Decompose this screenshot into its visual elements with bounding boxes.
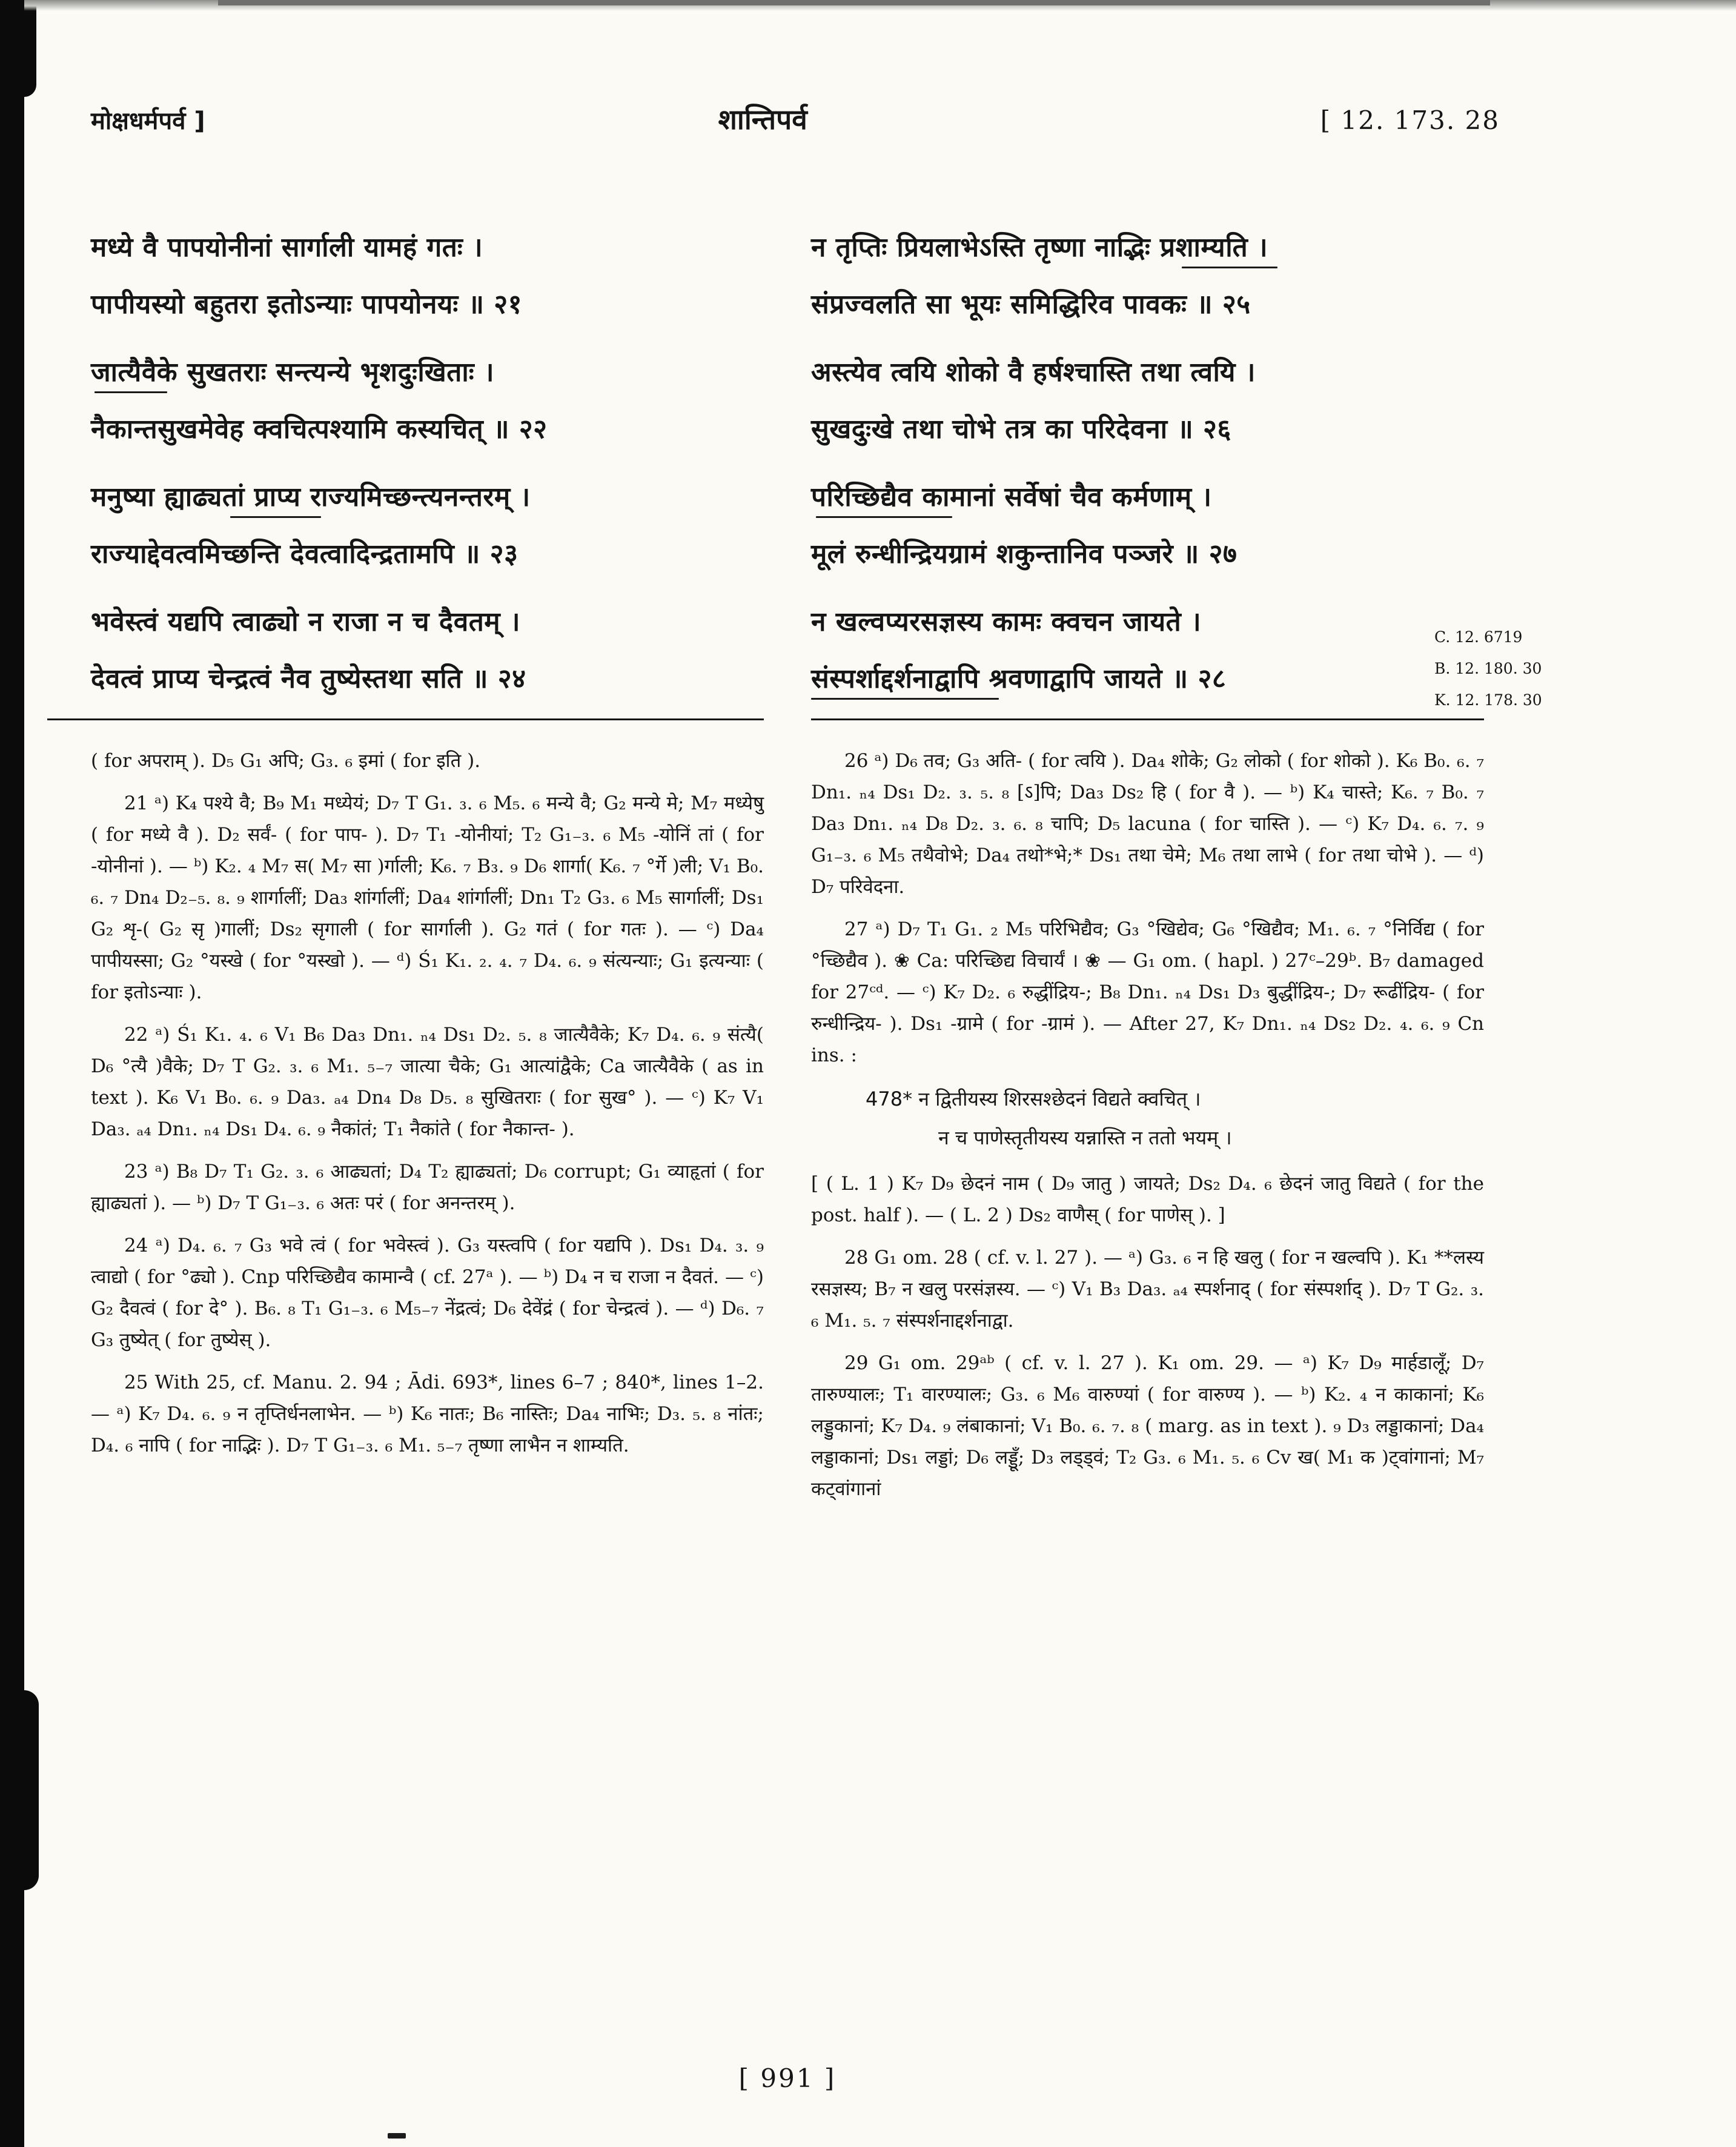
- inserted-verse-478-line2: न च पाणेस्तृतीयस्य यन्नास्ति न ततो भयम् ।: [938, 1126, 1232, 1149]
- divider-rule-right: [811, 718, 1484, 720]
- margin-ref-line: K. 12. 178. 30: [1434, 691, 1542, 709]
- apparatus-entry-26: 26 ᵃ) D₆ तव; G₃ अति- ( for त्वयि ). Da₄ शोके; G₂ लोको ( for शोको ). K₆ B₀. ₆. ₇ Dn₁. ₙ₄ Ds₁ D₂. ₃. ₅. ₈ [ऽ]पि; Da₃ Ds₂ हि ( for वै ). — ᵇ) K₄ चास्ते; K₆. ₇ B₀. ₇ Da₃ Dn₁. ₙ₄ D₈ D₂. ₃. ₆. ₈ चापि; D₅ lacuna ( for चास्ति ). — ᶜ) K₇ D₄. ₆. ₇. ₉ G₁₋₃. ₆ M₅ तथैवोभे; Da₄ तथो*भे;* Ds₁ तथा चेमे; M₆ तथा लाभे ( for तथा चोभे ). — ᵈ) D₇ परिवेदना.: [811, 750, 1484, 898]
- verse-line: न खल्वप्यरसज्ञस्य कामः क्वचन जायते ।: [811, 606, 1202, 637]
- verse-line: संस्पर्शाद्दर्शनाद्वापि श्रवणाद्वापि जायते ॥ २८: [811, 663, 1227, 694]
- header-parvan-left: मोक्षधर्मपर्व ]: [91, 107, 205, 135]
- verse-line: पापीयस्यो बहुतरा इतोऽन्याः पापयोनयः ॥ २१: [91, 289, 523, 320]
- underline-mark: [230, 516, 321, 518]
- inserted-verse-478-line1: 478* न द्वितीयस्य शिरसश्छेदनं विद्यते क्वचित् ।: [866, 1087, 1201, 1110]
- verse-line: मनुष्या ह्याढ्यतां प्राप्य राज्यमिच्छन्त्यनन्तरम् ।: [91, 482, 531, 513]
- apparatus-entry-21: 21 ᵃ) K₄ पश्ये वै; B₉ M₁ मध्येयं; D₇ T G₁. ₃. ₆ M₅. ₆ मन्ये वै; G₂ मन्ये मे; M₇ मध्येषु ( for मध्ये वै ). D₂ सर्वं- ( for पाप- ). D₇ T₁ -योनीयां; T₂ G₁₋₃. ₆ M₅ -योनिं तां ( for -योनीनां ). — ᵇ) K₂. ₄ M₇ स( M₇ सा )र्गाली; K₆. ₇ B₃. ₉ D₆ शार्गा( K₆. ₇ °र्गे )ली; V₁ B₀. ₆. ₇ Dn₄ D₂₋₅. ₈. ₉ शार्गालीं; Da₃ शांर्गालीं; Da₄ शांर्गालीं; Dn₁ T₂ G₃. ₆ M₅ सार्गालीं; Ds₁ G₂ शृ-( G₂ सृ )गालीं; Ds₂ सृगाली ( for सार्गाली ). G₂ गतं ( for गतः ). — ᶜ) Da₄ पापीयस्सा; G₂ °यस्खे ( for °यस्खो ). — ᵈ) Ś₁ K₁. ₂. ₄. ₇ D₄. ₆. ₉ संत्यन्याः; G₁ इत्यन्याः ( for इतोऽन्याः ).: [91, 792, 764, 1003]
- scan-artifact-left-strip: [0, 0, 24, 2147]
- verse-line: जात्यैवैके सुखतराः सन्त्यन्ये भृशदुःखिताः ।: [91, 357, 495, 388]
- verse-line: मध्ये वै पापयोनीनां सार्गाली यामहं गतः ।: [91, 232, 483, 263]
- page-number: [ 991 ]: [738, 2063, 837, 2093]
- verse-line: देवत्वं प्राप्य चेन्द्रत्वं नैव तुष्येस्तथा सति ॥ २४: [91, 663, 526, 694]
- verse-line: सुखदुःखे तथा चोभे तत्र का परिदेवना ॥ २६: [811, 414, 1231, 445]
- page-footer: [91, 2063, 1484, 2093]
- page-header: [91, 100, 1500, 138]
- apparatus-entry-29: 29 G₁ om. 29ᵃᵇ ( cf. v. l. 27 ). K₁ om. 29. — ᵃ) K₇ D₉ मार्हडालूँ; D₇ तारुण्यालः; T₁ वारण्यालः; G₃. ₆ M₆ वारुण्यां ( for वारुण्य ). — ᵇ) K₂. ₄ न काकानां; K₆ लड्डुकानां; K₇ D₄. ₉ लंबाकानां; V₁ B₀. ₆. ₇. ₈ ( marg. as in text ). ₉ D₃ लड्डाकानां; Da₄ लड्डाकानां; Ds₁ लड्डां; D₆ लड्डूँ; D₃ लड्ड्वं; T₂ G₃. ₆ M₁. ₅. ₆ Cv ख( M₁ क )ट्वांगानां; M₇ कट्वांगानां: [811, 1352, 1484, 1500]
- apparatus-column-left: [91, 745, 764, 1516]
- underline-mark: [811, 698, 999, 700]
- verse-line: नैकान्तसुखमेवेह क्वचित्पश्यामि कस्यचित् ॥ २२: [91, 414, 548, 445]
- margin-ref-line: C. 12. 6719: [1434, 628, 1523, 646]
- verse-line: परिच्छिद्यैव कामानां सर्वेषां चैव कर्मणाम् ।: [811, 482, 1212, 513]
- margin-edition-references: [1434, 622, 1542, 716]
- apparatus-entry-22: 22 ᵃ) Ś₁ K₁. ₄. ₆ V₁ B₆ Da₃ Dn₁. ₙ₄ Ds₁ D₂. ₅. ₈ जात्यैवैके; K₇ D₄. ₆. ₉ संत्यै( D₆ °त्यै )वैके; D₇ T G₂. ₃. ₆ M₁. ₅₋₇ जात्या चैके; G₁ आत्यांद्वैके; Ca जात्यैवैके ( as in text ). K₆ V₁ B₀. ₆. ₉ Da₃. ₐ₄ Dn₄ D₈ D₅. ₈ सुखितराः ( for सुख° ). — ᶜ) K₇ V₁ Da₃. ₐ₄ Dn₁. ₙ₄ Ds₁ D₄. ₆. ₉ नैकांतं; T₁ नैकांते ( for नैकान्त- ).: [91, 1024, 764, 1140]
- scan-artifact-speck: [388, 2133, 406, 2139]
- apparatus-entry-25: 25 With 25, cf. Manu. 2. 94 ; Ādi. 693*, lines 6–7 ; 840*, lines 1–2. — ᵃ) K₇ D₄. ₆. ₉ न तृप्तिर्धनलाभेन. — ᵇ) K₆ नातः; B₆ नास्तिः; Da₄ नाभिः; D₃. ₅. ₈ नांतः; D₄. ₆ नापि ( for नाद्भिः ). D₇ T G₁₋₃. ₆ M₁. ₅₋₇ तृष्णा लाभैन न शाम्यति.: [91, 1372, 764, 1456]
- verse-line: अस्त्येव त्वयि शोको वै हर्षश्चास्ति तथा त्वयि ।: [811, 357, 1256, 388]
- underline-mark: [94, 391, 167, 393]
- apparatus-continuation: ( for अपराम् ). D₅ G₁ अपि; G₃. ₆ इमां ( for इति ).: [91, 750, 481, 772]
- underline-mark: [1182, 267, 1277, 268]
- header-parvan-center: शान्तिपर्व: [718, 103, 807, 136]
- apparatus-entry-24: 24 ᵃ) D₄. ₆. ₇ G₃ भवे त्वं ( for भवेस्त्वं ). G₃ यस्त्वपि ( for यद्यपि ). Ds₁ D₄. ₃. ₉ त्वाद्यो ( for °ढ्यो ). Cnp परिच्छिद्यैव कामान्वै ( cf. 27ᵃ ). — ᵇ) D₄ न च राजा न दैवतं. — ᶜ) G₂ दैवत्वं ( for दे° ). B₆. ₈ T₁ G₁₋₃. ₆ M₅₋₇ नेंद्रत्वं; D₆ देवेंद्रं ( for चेन्द्रत्वं ). — ᵈ) D₆. ₇ G₃ तुष्येत् ( for तुष्येस् ).: [91, 1235, 764, 1351]
- scan-artifact-top-band: [24, 0, 1736, 11]
- verse-line: मूलं रुन्धीन्द्रियग्रामं शकुन्तानिव पञ्जरे ॥ २७: [811, 539, 1237, 569]
- verse-line: भवेस्त्वं यद्यपि त्वाढ्यो न राजा न च दैवतम् ।: [91, 606, 521, 637]
- divider-rule-left: [47, 718, 764, 720]
- verse-line: न तृप्तिः प्रियलाभेऽस्ति तृष्णा नाद्भिः प्रशाम्यति ।: [811, 232, 1268, 263]
- apparatus-bracket-note: [ ( L. 1 ) K₇ D₉ छेदनं नाम ( D₉ जातु ) जायते; Ds₂ D₄. ₆ छेदनं जातु विद्यते ( for the post. half ). — ( L. 2 ) Ds₂ वाणैस् ( for पाणेस् ). ]: [811, 1173, 1484, 1226]
- margin-ref-line: B. 12. 180. 30: [1434, 660, 1542, 677]
- verse-line: राज्याद्देवत्वमिच्छन्ति देवत्वादिन्द्रतामपि ॥ २३: [91, 539, 518, 569]
- verse-column-left: [91, 219, 764, 718]
- verse-text-block: [91, 219, 1484, 718]
- underline-mark: [816, 516, 952, 518]
- apparatus-column-right: [811, 745, 1484, 1516]
- verse-column-right: [811, 219, 1484, 718]
- header-verse-reference: [ 12. 173. 28: [1320, 105, 1500, 135]
- verse-line: संप्रज्वलति सा भूयः समिद्धिरिव पावकः ॥ २५: [811, 289, 1251, 320]
- apparatus-entry-27: 27 ᵃ) D₇ T₁ G₁. ₂ M₅ परिभिद्यैव; G₃ °खिद्येव; G₆ °खिद्यैव; M₁. ₆. ₇ °निर्विद्य ( for °च्छिद्यैव ). ❀ Ca: परिच्छिद्य विचार्यं । ❀ — G₁ om. ( hapl. ) 27ᶜ–29ᵇ. B₇ damaged for 27ᶜᵈ. — ᶜ) K₇ D₂. ₆ रुद्धींद्रिय-; B₈ Dn₁. ₙ₄ Ds₁ D₃ बुद्धींद्रिय-; D₇ रूढींद्रिय- ( for रुन्धीन्द्रिय- ). Ds₁ -ग्रामे ( for -ग्रामं ). — After 27, K₇ Dn₁. ₙ₄ Ds₂ D₂. ₄. ₆. ₉ Cn ins. :: [811, 918, 1484, 1066]
- critical-apparatus: [91, 745, 1484, 1516]
- apparatus-entry-28: 28 G₁ om. 28 ( cf. v. l. 27 ). — ᵃ) G₃. ₆ न हि खलु ( for न खल्वपि ). K₁ **लस्य रसज्ञस्य; B₇ न खलु परसंज्ञस्य. — ᶜ) V₁ B₃ Da₃. ₐ₄ स्पर्शनाद् ( for संस्पर्शाद् ). D₇ T G₂. ₃. ₆ M₁. ₅. ₇ संस्पर्शनाद्दर्शनाद्वा.: [811, 1247, 1484, 1332]
- apparatus-entry-23: 23 ᵃ) B₈ D₇ T₁ G₂. ₃. ₆ आढ्यतां; D₄ T₂ ह्याढ्यतां; D₆ corrupt; G₁ व्याहृतां ( for ह्याढ्यतां ). — ᵇ) D₇ T G₁₋₃. ₆ अतः परं ( for अनन्तरम् ).: [91, 1161, 764, 1214]
